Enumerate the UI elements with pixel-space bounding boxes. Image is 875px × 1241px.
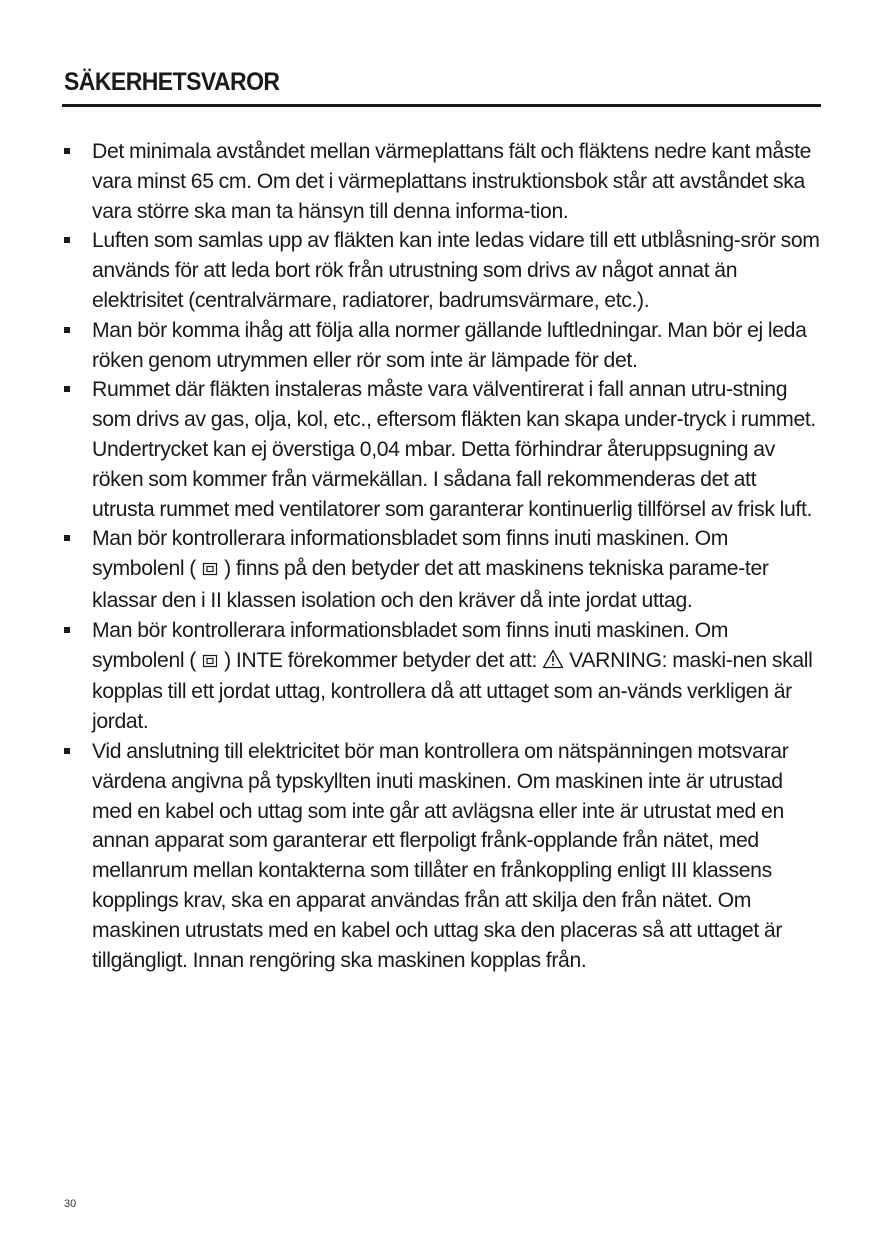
list-item xyxy=(62,137,822,226)
bullet-icon xyxy=(64,237,70,243)
list-item xyxy=(62,524,822,615)
bullet-icon xyxy=(64,748,70,754)
safety-list xyxy=(62,137,822,975)
double-insulation-icon xyxy=(201,648,219,678)
list-item-text: Rummet där fläkten instaleras måste vara välventirerat i fall annan utru-stning som drivs av gas, olja, kol, etc., eftersom fläkten kan skapa under-tryck i rummet. Undertrycket kan ej överstiga 0,04 mbar. Detta förhindrar återuppsugning av röken som kommer från värmekällan. I sådana fall rekommenderas det att utrusta rummet med ventilatorer som garanterar kontinuerlig tillförsel av frisk luft. xyxy=(92,378,816,521)
list-item-text: Man bör komma ihåg att följa alla normer gällande luftledningar. Man bör ej leda röken genom utrymmen eller rör som inte är lämpade för det. xyxy=(92,318,807,372)
list-item-text: ) finns på den betyder det att maskinens tekniska parame-ter klassar den i II klassen isolation och den kräver då inte jordat uttag. xyxy=(92,557,769,612)
bullet-icon xyxy=(64,386,70,392)
list-item-text: VARNING: maski-nen skall kopplas till ett jordat uttag, kontrollera då att uttaget som an-vänds verkligen är jordat. xyxy=(92,648,813,734)
warning-icon xyxy=(542,648,564,678)
list-item xyxy=(62,226,822,315)
list-item xyxy=(62,616,822,737)
bullet-icon xyxy=(64,148,70,154)
list-item-text: Man bör kontrollerara informationsbladet som finns inuti maskinen. Om symbolenl ( xyxy=(92,618,729,672)
bullet-icon xyxy=(64,327,70,333)
list-item xyxy=(62,737,822,975)
heading-divider xyxy=(62,104,821,107)
page-title: SÄKERHETSVAROR xyxy=(64,68,280,96)
list-item-text: Man bör kontrollerara informationsbladet som finns inuti maskinen. Om symbolenl ( xyxy=(92,527,729,581)
list-item-text: Vid anslutning till elektricitet bör man kontrollera om nätspänningen motsvarar värdena angivna på typskyllten inuti maskinen. Om maskinen inte är utrustad med en kabel och uttag som inte går att avlägsna eller inte är utrustat med en annan apparat som garanterar ett flerpoligt frånk-opplande från nätet, med mellanrum mellan kontakterna som tillåter en frånkoppling enligt III klassens kopplings krav, ska en apparat användas från att skilja den från nätet. Om maskinen utrustats med en kabel och uttag ska den placeras så att uttaget är tillgängligt. Innan rengöring ska maskinen kopplas från. xyxy=(92,739,789,972)
page-number: 30 xyxy=(64,1198,77,1210)
double-insulation-icon xyxy=(201,556,219,586)
list-item xyxy=(62,375,822,524)
bullet-icon xyxy=(64,627,70,633)
list-item-text: Det minimala avståndet mellan värmeplattans fält och fläktens nedre kant måste vara minst 65 cm. Om det i värmeplattans instruktionsbok står att avståndet ska vara större ska man ta hänsyn till denna informa-tion. xyxy=(92,140,812,223)
bullet-icon xyxy=(64,535,70,541)
list-item-text: ) INTE förekommer betyder det att: xyxy=(224,648,538,672)
list-item-text: Luften som samlas upp av fläkten kan inte ledas vidare till ett utblåsning-srör som används för att leda bort rök från utrustning som drivs av något annat än elektrisitet (centralvärmare, radiatorer, badrumsvärmare, etc.). xyxy=(92,229,820,312)
list-item xyxy=(62,316,822,376)
